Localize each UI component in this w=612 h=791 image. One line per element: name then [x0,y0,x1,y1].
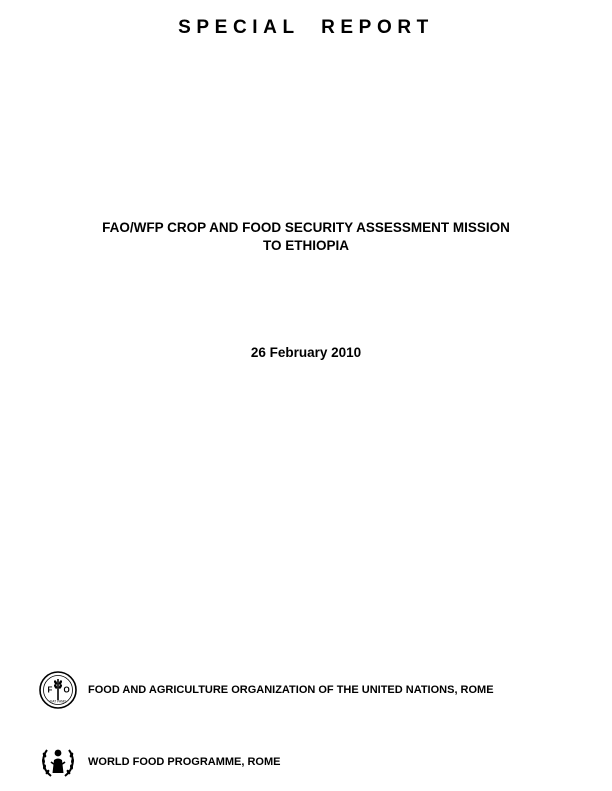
report-type-heading: SPECIAL REPORT [178,17,434,38]
fao-logo-letter-f: F [47,685,53,695]
fao-organization-name: FOOD AND AGRICULTURE ORGANIZATION OF THE UNITED NATIONS, ROME [88,684,494,696]
fao-logo-icon [38,670,78,710]
wfp-organization-name: WORLD FOOD PROGRAMME, ROME [88,756,281,768]
fao-organization-row [38,670,494,710]
report-title [0,219,612,255]
report-title-line-1: FAO/WFP CROP AND FOOD SECURITY ASSESSMENT MISSION [102,220,510,235]
report-title-line-2: TO ETHIOPIA [262,238,349,253]
fao-logo-letter-o: O [63,685,70,695]
fao-logo-motto: FIAT PANIS [49,699,67,704]
report-date: 26 February 2010 [250,345,362,360]
wfp-logo-icon [38,742,78,782]
wfp-organization-row [38,742,281,782]
